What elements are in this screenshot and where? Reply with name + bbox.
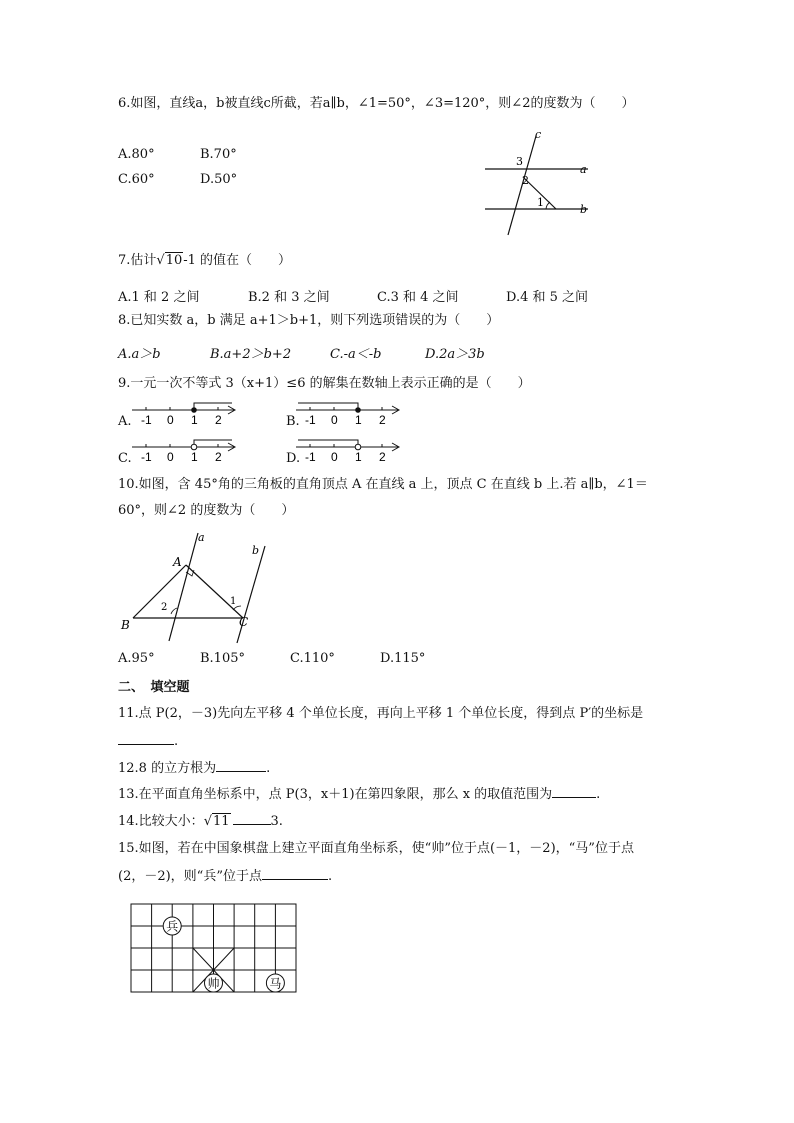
q7-option-a: A.1 和 2 之间 [118,290,200,305]
q6-option-d: D.50° [200,172,238,187]
q15-line2: (2，－2)，则“兵”位于点 . [118,869,333,884]
q9-numberline-c [132,435,242,465]
q12-stem: 12.8 的立方根为 . [118,761,271,776]
svg-text:1: 1 [191,450,198,464]
q10-label-a: a [198,531,205,544]
q7-option-d: D.4 和 5 之间 [506,290,589,305]
q7-radicand: 10 [165,253,183,268]
svg-text:-1: -1 [305,450,316,464]
q9-option-b-label: B. [286,414,300,429]
q10-vertex-c: C [239,615,249,629]
q15-line1: 15.如图，若在中国象棋盘上建立平面直角坐标系，使“帅”位于点(－1，－2)，“马”位于点 [118,841,634,856]
svg-text:1: 1 [355,450,362,464]
q7-option-b: B.2 和 3 之间 [248,290,330,305]
q6-label-a: a [580,163,587,176]
q8-option-b: B.a+2＞b+2 [210,347,292,362]
q8-option-d: D.2a＞3b [425,347,485,362]
q15-blank[interactable] [262,867,328,880]
q10-angle-2: 2 [161,602,168,613]
q10-label-b: b [252,544,260,557]
q7-prefix: 7.估计 [118,253,157,268]
q8-stem: 8.已知实数 a，b 满足 a+1＞b+1，则下列选项错误的为（ ） [118,313,500,328]
q9-numberline-d [296,435,406,465]
q6-angle-3: 3 [516,155,523,168]
svg-text:1: 1 [355,413,362,427]
q9-numberline-a [132,398,242,428]
svg-text:-1: -1 [141,413,152,427]
q11-stem: 11.点 P(2，－3)先向左平移 4 个单位长度，再向上平移 1 个单位长度，得到点 P′的坐标是 [118,706,644,721]
q6-label-b: b [580,203,588,216]
q6-angle-1: 1 [537,196,544,209]
q10-figure [115,528,275,646]
q10-line2: 60°，则∠2 的度数为（ ） [118,503,295,518]
q10-option-a: A.95° [118,651,155,666]
q9-option-c-label: C. [118,451,132,466]
q8-option-a: A.a＞b [118,347,161,362]
q9-option-a-label: A. [118,414,132,429]
q7-option-c: C.3 和 4 之间 [377,290,459,305]
q10-option-b: B.105° [200,651,245,666]
svg-text:2: 2 [379,413,386,427]
q6-angle-2: 2 [522,174,529,187]
q12-blank[interactable] [216,759,266,772]
q14-sqrt: √11 [203,814,230,829]
svg-text:-1: -1 [305,413,316,427]
section-title: 二、 填空题 [118,679,190,694]
q10-vertex-b: B [121,618,130,632]
piece-bing: 兵 [166,919,179,934]
q10-line1: 10.如图，含 45°角的三角板的直角顶点 A 在直线 a 上，顶点 C 在直线 b 上.若 a∥b，∠1＝ [118,477,648,492]
q9-numberline-b [296,398,406,428]
q14-stem: 14.比较大小：√11 3. [118,814,283,829]
q11-answer: . [118,732,178,751]
q6-stem: 6.如图，直线a，b被直线c所截，若a∥b，∠1=50°，∠3=120°，则∠2的度数为（ ） [118,96,635,111]
q6-option-c: C.60° [118,172,155,187]
svg-text:0: 0 [331,450,338,464]
q6-option-b: B.70° [200,147,237,162]
svg-text:1: 1 [191,413,198,427]
svg-text:0: 0 [167,413,174,427]
q10-option-d: D.115° [380,651,426,666]
q6-figure [480,128,595,238]
piece-shuai: 帅 [207,976,220,991]
q6-label-c: c [535,128,542,141]
svg-text:-1: -1 [141,450,152,464]
q9-option-d-label: D. [286,451,301,466]
q8-option-c: C.-a＜-b [330,347,382,362]
q7-suffix: -1 的值在（ ） [183,253,292,268]
q10-option-c: C.110° [290,651,335,666]
q6-option-a: A.80° [118,147,155,162]
q13-stem: 13.在平面直角坐标系中，点 P(3，x＋1)在第四象限，那么 x 的取值范围为 . [118,787,601,802]
q9-stem: 9.一元一次不等式 3（x+1）≤6 的解集在数轴上表示正确的是（ ） [118,376,531,391]
q11-blank[interactable] [118,732,174,745]
svg-text:0: 0 [167,450,174,464]
q10-vertex-a: A [173,555,182,569]
q13-blank[interactable] [552,785,596,798]
svg-text:2: 2 [379,450,386,464]
q15-chessboard [128,900,300,1000]
q10-angle-1: 1 [230,596,237,607]
q7-stem [118,252,291,270]
svg-text:2: 2 [215,413,222,427]
q7-sqrt: √10 [156,253,183,268]
svg-text:2: 2 [215,450,222,464]
svg-text:0: 0 [331,413,338,427]
q14-blank[interactable] [233,812,271,825]
piece-ma: 马 [269,976,282,991]
